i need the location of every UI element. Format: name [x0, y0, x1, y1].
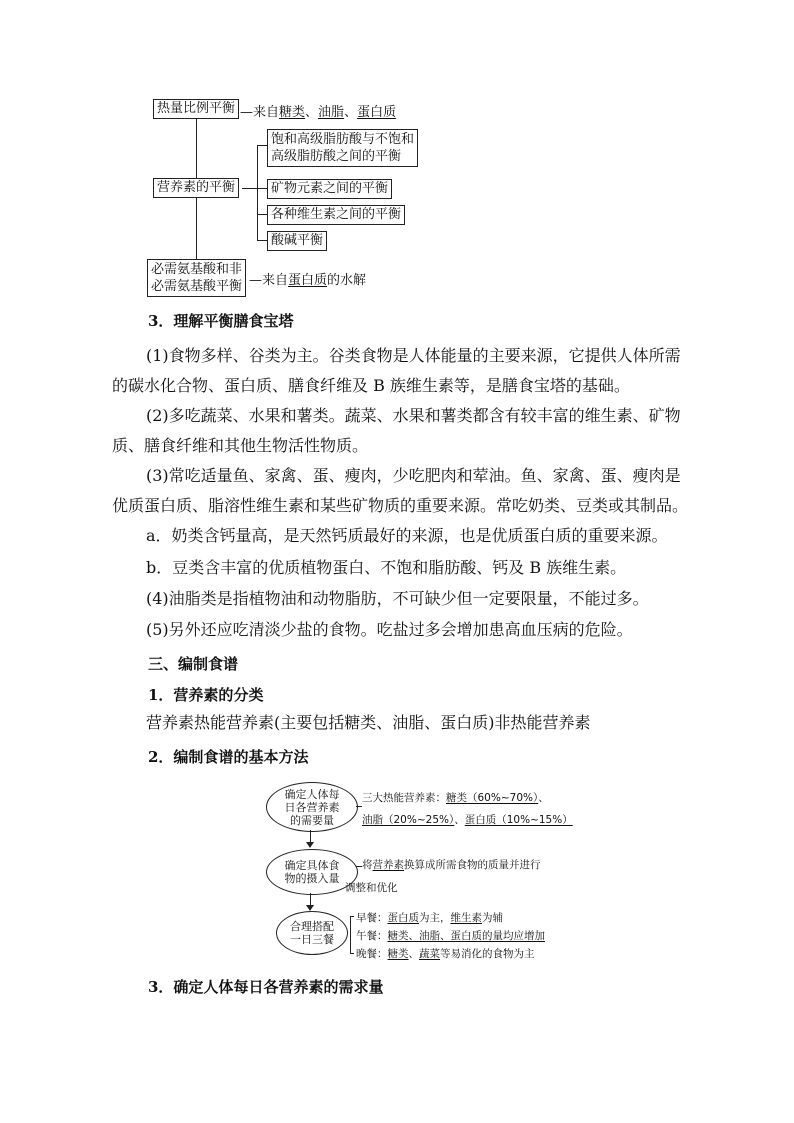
dinner-note: 晚餐：糖类、蔬菜等易消化的食物为主 — [356, 948, 535, 960]
acid-base-balance-box: 酸碱平衡 — [267, 231, 327, 251]
paragraph-b: b．豆类含丰富的优质植物蛋白、不饱和脂肪酸、钙及 B 族维生素。 — [146, 558, 627, 577]
amino-acid-balance-box: 必需氨基酸和非 必需氨基酸平衡 — [147, 259, 246, 297]
arrow-head-1 — [306, 842, 314, 848]
branch-3 — [257, 214, 267, 215]
step-food-intake: 确定具体食物的摄入量 — [266, 849, 358, 895]
paragraph-2: (2)多吃蔬菜、水果和薯类。蔬菜、水果和薯类都含有较丰富的维生素、矿物 质、膳食纤维和其他生物活性物质。 — [112, 406, 681, 455]
vitamin-balance-box: 各种维生素之间的平衡 — [267, 205, 405, 225]
step2-note-line1: 将营养素换算成所需食物的质量并进行 — [362, 859, 541, 871]
paragraph-3: (3)常吃适量鱼、家禽、蛋、瘦肉，少吃肥肉和荤油。鱼、家禽、蛋、瘦肉是 优质蛋白质、脂溶性维生素和某些矿物质的重要来源。常吃奶类、豆类或其制品。 — [112, 466, 689, 515]
branch-1 — [257, 145, 267, 146]
section-title-three: 三、编制食谱 — [148, 655, 239, 673]
step-three-meals: 合理搭配一日三餐 — [276, 911, 348, 955]
classification-text: 营养素热能营养素(主要包括糖类、油脂、蛋白质)非热能营养素 — [146, 713, 591, 732]
step3-tick-2 — [350, 953, 354, 954]
breakfast-note: 早餐：蛋白质为主，维生素为辅 — [356, 912, 503, 924]
subtitle-method: 2．编制食谱的基本方法 — [148, 748, 309, 766]
branch-h — [242, 188, 257, 189]
step3-bracket — [350, 916, 351, 954]
step1-connector — [356, 806, 362, 807]
paragraph-a: a．奶类含钙量高，是天然钙质最好的来源，也是优质蛋白质的重要来源。 — [146, 526, 668, 545]
step3-tick-1 — [350, 916, 354, 917]
subtitle-classification: 1．营养素的分类 — [148, 686, 264, 704]
subtitle-daily-needs: 3．确定人体每日各营养素的需求量 — [148, 978, 384, 996]
branch-2 — [257, 188, 267, 189]
mineral-balance-box: 矿物元素之间的平衡 — [267, 179, 392, 199]
step-determine-needs: 确定人体每日各营养素的需要量 — [266, 782, 358, 832]
heat-balance-box: 热量比例平衡 — [153, 99, 239, 119]
step1-note-line2: 油脂（20%~25%）、蛋白质（10%~15%） — [362, 814, 573, 826]
fatty-acid-balance-box: 饱和高级脂肪酸与不饱和 高级脂肪酸之间的平衡 — [267, 129, 418, 167]
amino-acid-note: —来自蛋白质的水解 — [249, 273, 367, 288]
step2-note-line2: 调整和优化 — [345, 882, 398, 894]
paragraph-4: (4)油脂类是指植物油和动物脂肪，不可缺少但一定要限量，不能过多。 — [146, 589, 649, 608]
section-title-food-pagoda: 3．理解平衡膳食宝塔 — [148, 312, 294, 330]
paragraph-1: (1)食物多样、谷类为主。谷类食物是人体能量的主要来源，它提供人体所需 的碳水化合物、蛋白质、膳食纤维及 B 族维生素等，是膳食宝塔的基础。 — [112, 346, 681, 395]
branch-v — [257, 145, 258, 240]
paragraph-5: (5)另外还应吃清淡少盐的食物。吃盐过多会增加患高血压病的危险。 — [146, 620, 633, 639]
step1-note-line1: 三大热能营养素：糖类（60%~70%）、 — [362, 792, 549, 804]
branch-4 — [257, 240, 267, 241]
heat-balance-note: —来自糖类、油脂、蛋白质 — [240, 105, 397, 120]
nutrient-balance-box: 营养素的平衡 — [153, 178, 239, 198]
lunch-note: 午餐：糖类、油脂、蛋白质的量均应增加 — [356, 930, 545, 942]
